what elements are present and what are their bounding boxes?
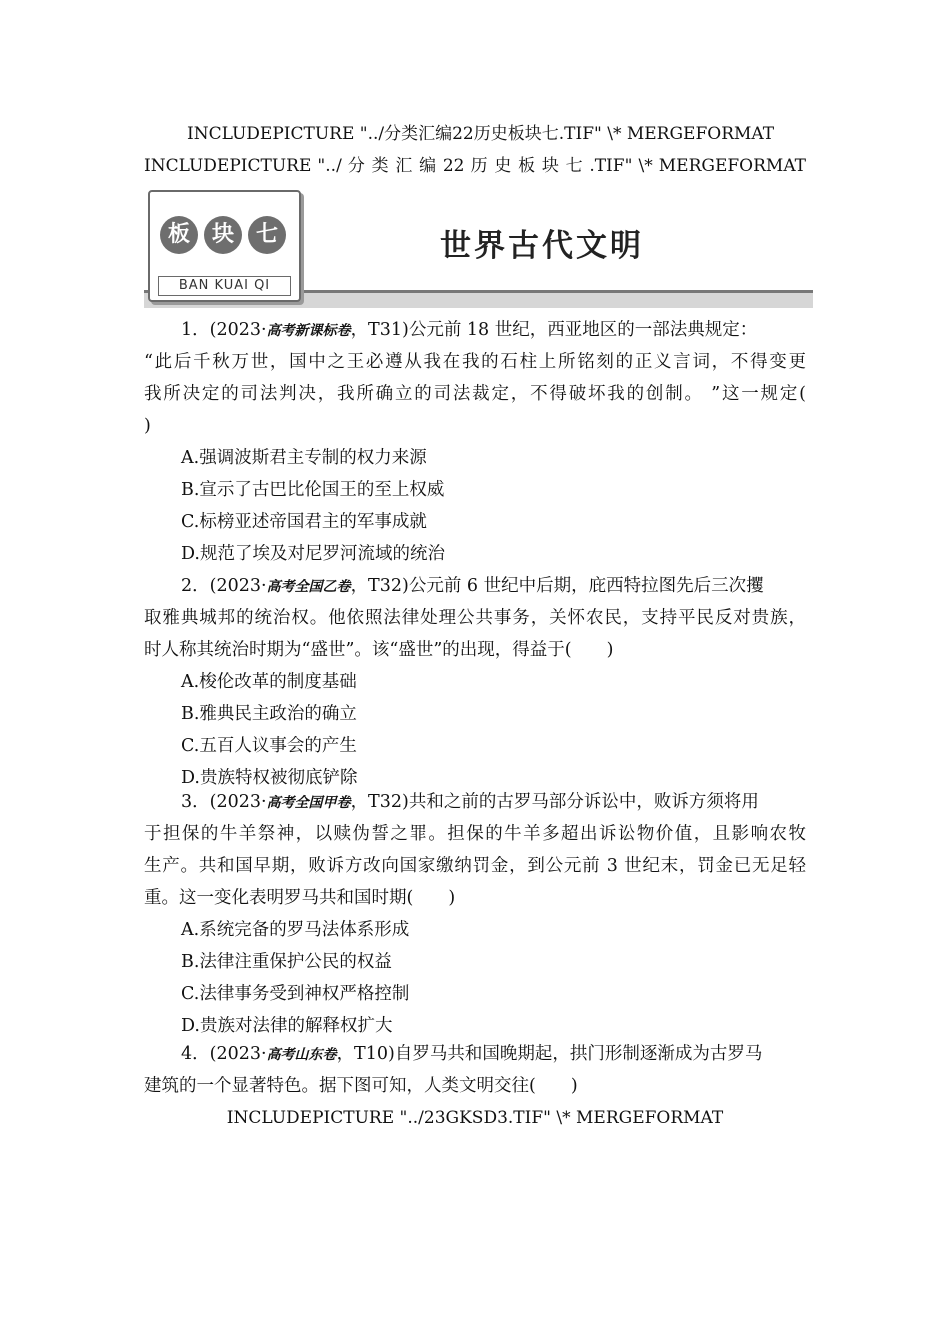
question-2-stem-line-2: 取雅典城邦的统治权。他依照法律处理公共事务，关怀农民，支持平民反对贵族， xyxy=(144,608,806,628)
question-3-option-a[interactable]: A.系统完备的罗马法体系形成 xyxy=(181,920,410,940)
include-picture-field-3: INCLUDEPICTURE "../23GKSD3.TIF" \* MERGEFORMAT xyxy=(226,1108,724,1128)
badge-char-kuai: 块 xyxy=(204,216,242,254)
question-4-number: 4．(2023· xyxy=(181,1044,267,1064)
question-2-number: 2．(2023· xyxy=(181,576,267,596)
question-2-stem-line-3: 时人称其统治时期为“盛世”。该“盛世”的出现，得益于( ) xyxy=(144,640,614,660)
question-1-stem-line-1 xyxy=(144,314,806,346)
question-2-option-a[interactable]: A.梭伦改革的制度基础 xyxy=(181,672,357,692)
question-1-stem-text: ，T31)公元前 18 世纪，西亚地区的一部法典规定： xyxy=(350,320,758,340)
question-4-stem-text: ，T10)自罗马共和国晚期起，拱门形制逐渐成为古罗马 xyxy=(336,1044,763,1064)
question-4-stem-line-2: 建筑的一个显著特色。据下图可知，人类文明交往( ) xyxy=(144,1076,578,1096)
question-2-stem-line-1 xyxy=(144,570,806,602)
question-3-option-d[interactable]: D.贵族对法律的解释权扩大 xyxy=(181,1016,393,1036)
question-2-option-d[interactable]: D.贵族特权被彻底铲除 xyxy=(181,768,358,788)
question-2-option-c[interactable]: C.五百人议事会的产生 xyxy=(181,736,357,756)
question-3-stem-line-2: 于担保的牛羊祭神，以赎伪誓之罪。担保的牛羊多超出诉讼物价值，且影响农牧 xyxy=(144,824,806,844)
question-3-stem-line-3: 生产。共和国早期，败诉方改向国家缴纳罚金，到公元前 3 世纪末，罚金已无足轻 xyxy=(144,856,806,876)
question-1-number: 1．(2023· xyxy=(181,320,267,340)
include-picture-field-2: INCLUDEPICTURE "../ 分 类 汇 编 22 历 史 板 块 七 .TIF" \* MERGEFORMAT xyxy=(144,156,806,176)
question-3-stem-text: ，T32)共和之前的古罗马部分诉讼中，败诉方须将用 xyxy=(350,792,759,812)
question-2-source: 高考全国乙卷 xyxy=(266,579,351,595)
question-3-stem-line-4: 重。这一变化表明罗马共和国时期( ) xyxy=(144,888,456,908)
question-3-number: 3．(2023· xyxy=(181,792,267,812)
question-2-stem-text: ，T32)公元前 6 世纪中后期，庇西特拉图先后三次攫 xyxy=(350,576,764,596)
question-1-stem-line-4: ) xyxy=(144,416,151,436)
question-1-stem-line-3: 我所决定的司法判决，我所确立的司法裁定，不得破坏我的创制。 ”这一规定( xyxy=(144,384,806,404)
question-1-source: 高考新课标卷 xyxy=(266,323,351,339)
question-2-option-b[interactable]: B.雅典民主政治的确立 xyxy=(181,704,357,724)
section-badge xyxy=(148,190,301,302)
question-1-option-d[interactable]: D.规范了埃及对尼罗河流域的统治 xyxy=(181,544,445,564)
question-3-option-b[interactable]: B.法律注重保护公民的权益 xyxy=(181,952,392,972)
question-1-stem-line-2: “此后千秋万世，国中之王必遵从我在我的石柱上所铭刻的正义言词，不得变更 xyxy=(144,352,806,372)
question-1-option-c[interactable]: C.标榜亚述帝国君主的军事成就 xyxy=(181,512,427,532)
question-4-source: 高考山东卷 xyxy=(266,1047,337,1063)
include-picture-field-1: INCLUDEPICTURE "../分类汇编22历史板块七.TIF" \* MERGEFORMAT xyxy=(187,124,775,144)
badge-subtitle: BAN KUAI QI xyxy=(158,276,291,296)
question-1-option-a[interactable]: A.强调波斯君主专制的权力来源 xyxy=(181,448,427,468)
question-3-source: 高考全国甲卷 xyxy=(266,795,351,811)
badge-chars xyxy=(160,216,286,254)
question-3-stem-line-1 xyxy=(144,786,806,818)
question-3-option-c[interactable]: C.法律事务受到神权严格控制 xyxy=(181,984,410,1004)
section-title: 世界古代文明 xyxy=(440,228,644,264)
badge-char-ban: 板 xyxy=(160,216,198,254)
question-1-option-b[interactable]: B.宣示了古巴比伦国王的至上权威 xyxy=(181,480,445,500)
badge-char-qi: 七 xyxy=(248,216,286,254)
question-4-stem-line-1 xyxy=(144,1038,806,1070)
